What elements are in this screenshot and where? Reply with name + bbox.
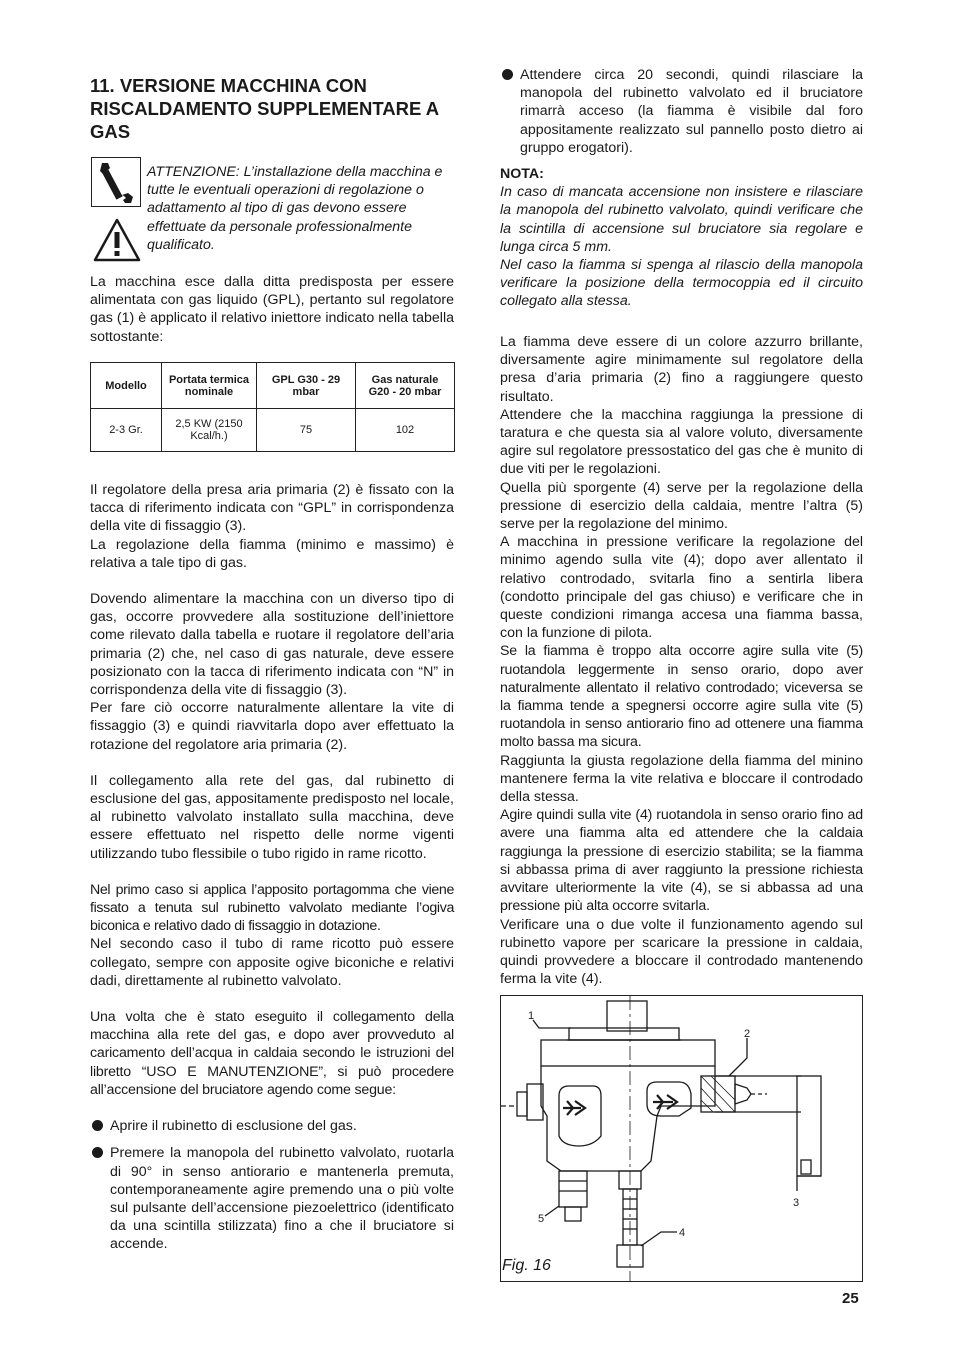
wrench-icon — [91, 157, 141, 207]
page-number: 25 — [842, 1290, 859, 1307]
paragraph: La regolazione della fiamma (minimo e massimo) è relativa a tale tipo di gas. — [90, 536, 454, 571]
paragraph: Se la fiamma è troppo alta occorre agire sulla vite (5) ruotandola leggermente in senso orario, dopo aver naturalmente allentato il relativo controdado; viceversa se la fiamma tende a spegnersi occorre agire sulla vite (5) ruotandola in senso antiorario fino ad ottenere una fiamma molto bassa ma sicura. — [500, 643, 863, 751]
intro-text: La macchina esce dalla ditta predisposta per essere alimentata con gas liquido (GPL), pertanto sul regolatore gas (1) è applicato il relativo iniettore indicato nella tabella sottostante: — [90, 274, 454, 345]
paragraph: La fiamma deve essere di un colore azzurro brillante, diversamente agire minimamente sul regolatore della presa d’aria primaria (2) fino a raggiungere questo risultato. — [500, 334, 863, 405]
gas-regulator-diagram — [501, 996, 862, 1281]
gas-table — [90, 362, 455, 452]
warning-text: ATTENZIONE: L’installazione della macchina e tutte le eventuali operazioni di regolazione o adattamento al tipo di gas devono essere effettuate da personale professionalmente qualificato. — [147, 164, 443, 253]
paragraph: Quella più sporgente (4) serve per la regolazione della pressione di esercizio della caldaia, mentre l’altra (5) serve per la regolazione del minimo. — [500, 479, 863, 533]
right-column — [500, 333, 863, 988]
paragraph: Verificare una o due volte il funzionamento agendo sul rubinetto vapore per scaricare la pressione in caldaia, quindi provvedere a bloccare il controdado mantenendo ferma la vite (4). — [500, 916, 863, 988]
warning-triangle-icon — [93, 218, 141, 262]
paragraph: Una volta che è stato eseguito il collegamento della macchina alla rete del gas, e dopo aver provveduto al caricamento dell’acqua in caldaia secondo le istruzioni del libretto “USO E MANUTENZIONE”, si può procedere all’accensione del bruciatore agendo come segue: — [90, 1009, 454, 1098]
table-cell-modello: 2-3 Gr. — [91, 409, 162, 452]
section-title: 11. VERSIONE MACCHINA CON RISCALDAMENTO SUPPLEMENTARE A GAS — [90, 75, 439, 142]
callout-1: 1 — [528, 1010, 535, 1022]
table-header-gas-naturale: Gas naturale G20 - 20 mbar — [356, 363, 455, 409]
paragraph: A macchina in pressione verificare la regolazione del minimo agendo sulla vite (4); dopo aver allentato il relativo controdado, svitarla fino a sentirla libera (condotto principale del gas chiuso) e verificare che in queste condizioni rimanga accesa una fiamma bassa, con la funzione di pilota. — [500, 534, 863, 642]
right-column-top — [500, 66, 863, 311]
figure-16 — [500, 995, 863, 1282]
list-item: Premere la manopola del rubinetto valvolato, ruotarla di 90° in senso antiorario e mantenerla premuta, contemporaneamente agire premendo una o più volte sul pulsante dell’accensione piezoelettrico (identificato da una scintilla stilizzata) fino a che il bruciatore si accende. — [90, 1144, 454, 1253]
table-cell-portata: 2,5 KW (2150 Kcal/h.) — [162, 409, 257, 452]
paragraph: Attendere che la macchina raggiunga la pressione di taratura e che questa sia al valore voluto, diversamente agire sul regolatore pressostatico del gas che è munito di due viti per le regolazioni. — [500, 406, 863, 478]
callout-3: 3 — [793, 1197, 800, 1209]
paragraph: Per fare ciò occorre naturalmente allentare la vite di fissaggio (3) e quindi riavvitarla dopo aver effettuato la rotazione del regolatore aria primaria (2). — [90, 700, 454, 753]
note-paragraph: In caso di mancata accensione non insistere e rilasciare la manopola del rubinetto valvolato, quindi verificare che la scintilla di accensione sul bruciatore sia regolare e lunga circa 5 mm. — [500, 184, 863, 255]
paragraph: Nel primo caso si applica l’apposito portagomma che viene fissato a tenuta sul rubinetto valvolato mediante l’ogiva biconica e relativo dado di fissaggio in dotazione. — [90, 881, 454, 935]
paragraph: Il regolatore della presa aria primaria (2) è fissato con la tacca di riferimento indicata con “GPL” in corrispondenza della vite di fissaggio (3). — [90, 482, 454, 535]
paragraph: Raggiunta la giusta regolazione della fiamma del minino mantenere ferma la vite relativa e bloccare il controdado della stessa. — [500, 752, 863, 806]
table-cell-gpl: 75 — [257, 409, 356, 452]
list-item: Aprire il rubinetto di esclusione del gas. — [90, 1117, 454, 1135]
paragraph: Il collegamento alla rete del gas, dal rubinetto di esclusione del gas, appositamente predisposto nel locale, al rubinetto valvolato installato sulla macchina, deve essere effettuato nel rispetto delle norme vigenti utilizzando tubo flessibile o tubo rigido in rame ricotto. — [90, 772, 454, 862]
table-header-modello: Modello — [91, 363, 162, 409]
figure-caption: Fig. 16 — [502, 1257, 551, 1274]
paragraph: Dovendo alimentare la macchina con un diverso tipo di gas, occorre provvedere alla sostituzione dell’iniettore come rilevato dalla tabella e ruotare il regolatore dell’aria primaria (2) che, nel caso di gas naturale, deve essere posizionato con la tacca di riferimento indicata con “N” in corrispondenza della vite di fissaggio (3). — [90, 591, 454, 699]
note-paragraph: Nel caso la fiamma si spenga al rilascio della manopola verificare la posizione della termocoppia ed il circuito collegato alla stessa. — [500, 257, 863, 310]
callout-5: 5 — [538, 1213, 545, 1225]
note-heading: NOTA: — [500, 166, 544, 183]
callout-2: 2 — [744, 1028, 751, 1040]
list-item: Attendere circa 20 secondi, quindi rilasciare la manopola del rubinetto valvolato ed il bruciatore rimarrà acceso (la fiamma è visibile dal foro appositamente realizzato sul pannello posto dietro ai gruppo erogatori). — [500, 66, 863, 157]
steps-list — [90, 1117, 454, 1135]
paragraph: Agire quindi sulla vite (4) ruotandola in senso orario fino ad avere una fiamma alta ed attendere che la caldaia raggiunga la pressione di esercizio stabilita; se la fiamma si abbassa prima di aver raggiunto la pressione richiesta avvitare ulteriormente la vite (4), se si abbassa ad una pressione più alta occorre svitarla. — [500, 807, 863, 915]
table-cell-gas-naturale: 102 — [356, 409, 455, 452]
callout-4: 4 — [679, 1227, 686, 1239]
intro-paragraph — [90, 273, 454, 346]
paragraph: Nel secondo caso il tubo di rame ricotto può essere collegato, sempre con apposite ogive biconiche e relativi dadi, direttamente al rubinetto valvolato. — [90, 936, 454, 989]
left-column — [90, 481, 454, 1254]
table-header-portata: Portata termica nominale — [162, 363, 257, 409]
table-header-gpl: GPL G30 - 29 mbar — [257, 363, 356, 409]
